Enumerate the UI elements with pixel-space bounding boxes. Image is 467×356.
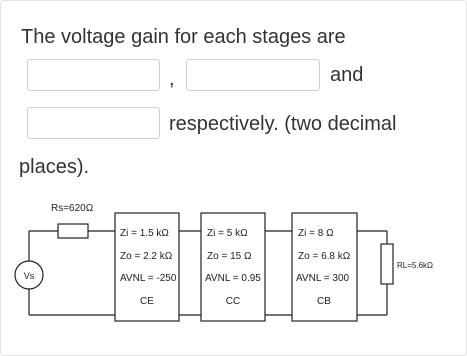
question-text-line1: The voltage gain for each stages are bbox=[21, 26, 346, 48]
rs-label: Rs=620Ω bbox=[51, 203, 94, 214]
stage2-zo: Zo = 15 Ω bbox=[207, 251, 252, 262]
answer-input-stage2[interactable] bbox=[186, 59, 320, 91]
answer-input-stage3[interactable] bbox=[27, 107, 160, 139]
rl-label: RL=5.6kΩ bbox=[397, 261, 433, 270]
stage2-type: CC bbox=[225, 296, 241, 307]
stage2-avnl: AVNL = 0.95 bbox=[205, 273, 261, 284]
rl-resistor-icon bbox=[381, 244, 393, 284]
stage3-zo: Zo = 6.8 kΩ bbox=[298, 251, 351, 262]
stage3-type: CB bbox=[317, 296, 331, 307]
respectively-text: respectively. (two decimal bbox=[169, 113, 397, 135]
amplifier-circuit-diagram bbox=[11, 189, 441, 329]
stage1-zo: Zo = 2.2 kΩ bbox=[120, 251, 173, 262]
stage3-avnl: AVNL = 300 bbox=[296, 273, 350, 284]
stage3-zi: Zi = 8 Ω bbox=[298, 228, 334, 239]
answer-input-stage1[interactable] bbox=[27, 59, 160, 91]
places-text: places). bbox=[19, 156, 90, 178]
stage1-type: CE bbox=[140, 296, 154, 307]
and-text: and bbox=[330, 64, 364, 86]
source-label: Vs bbox=[23, 271, 35, 281]
rs-resistor-icon bbox=[58, 224, 88, 238]
comma-separator: , bbox=[169, 68, 175, 90]
stage2-zi: Zi = 5 kΩ bbox=[207, 228, 248, 239]
stage1-zi: Zi = 1.5 kΩ bbox=[120, 228, 169, 239]
stage1-avnl: AVNL = -250 bbox=[120, 273, 177, 284]
